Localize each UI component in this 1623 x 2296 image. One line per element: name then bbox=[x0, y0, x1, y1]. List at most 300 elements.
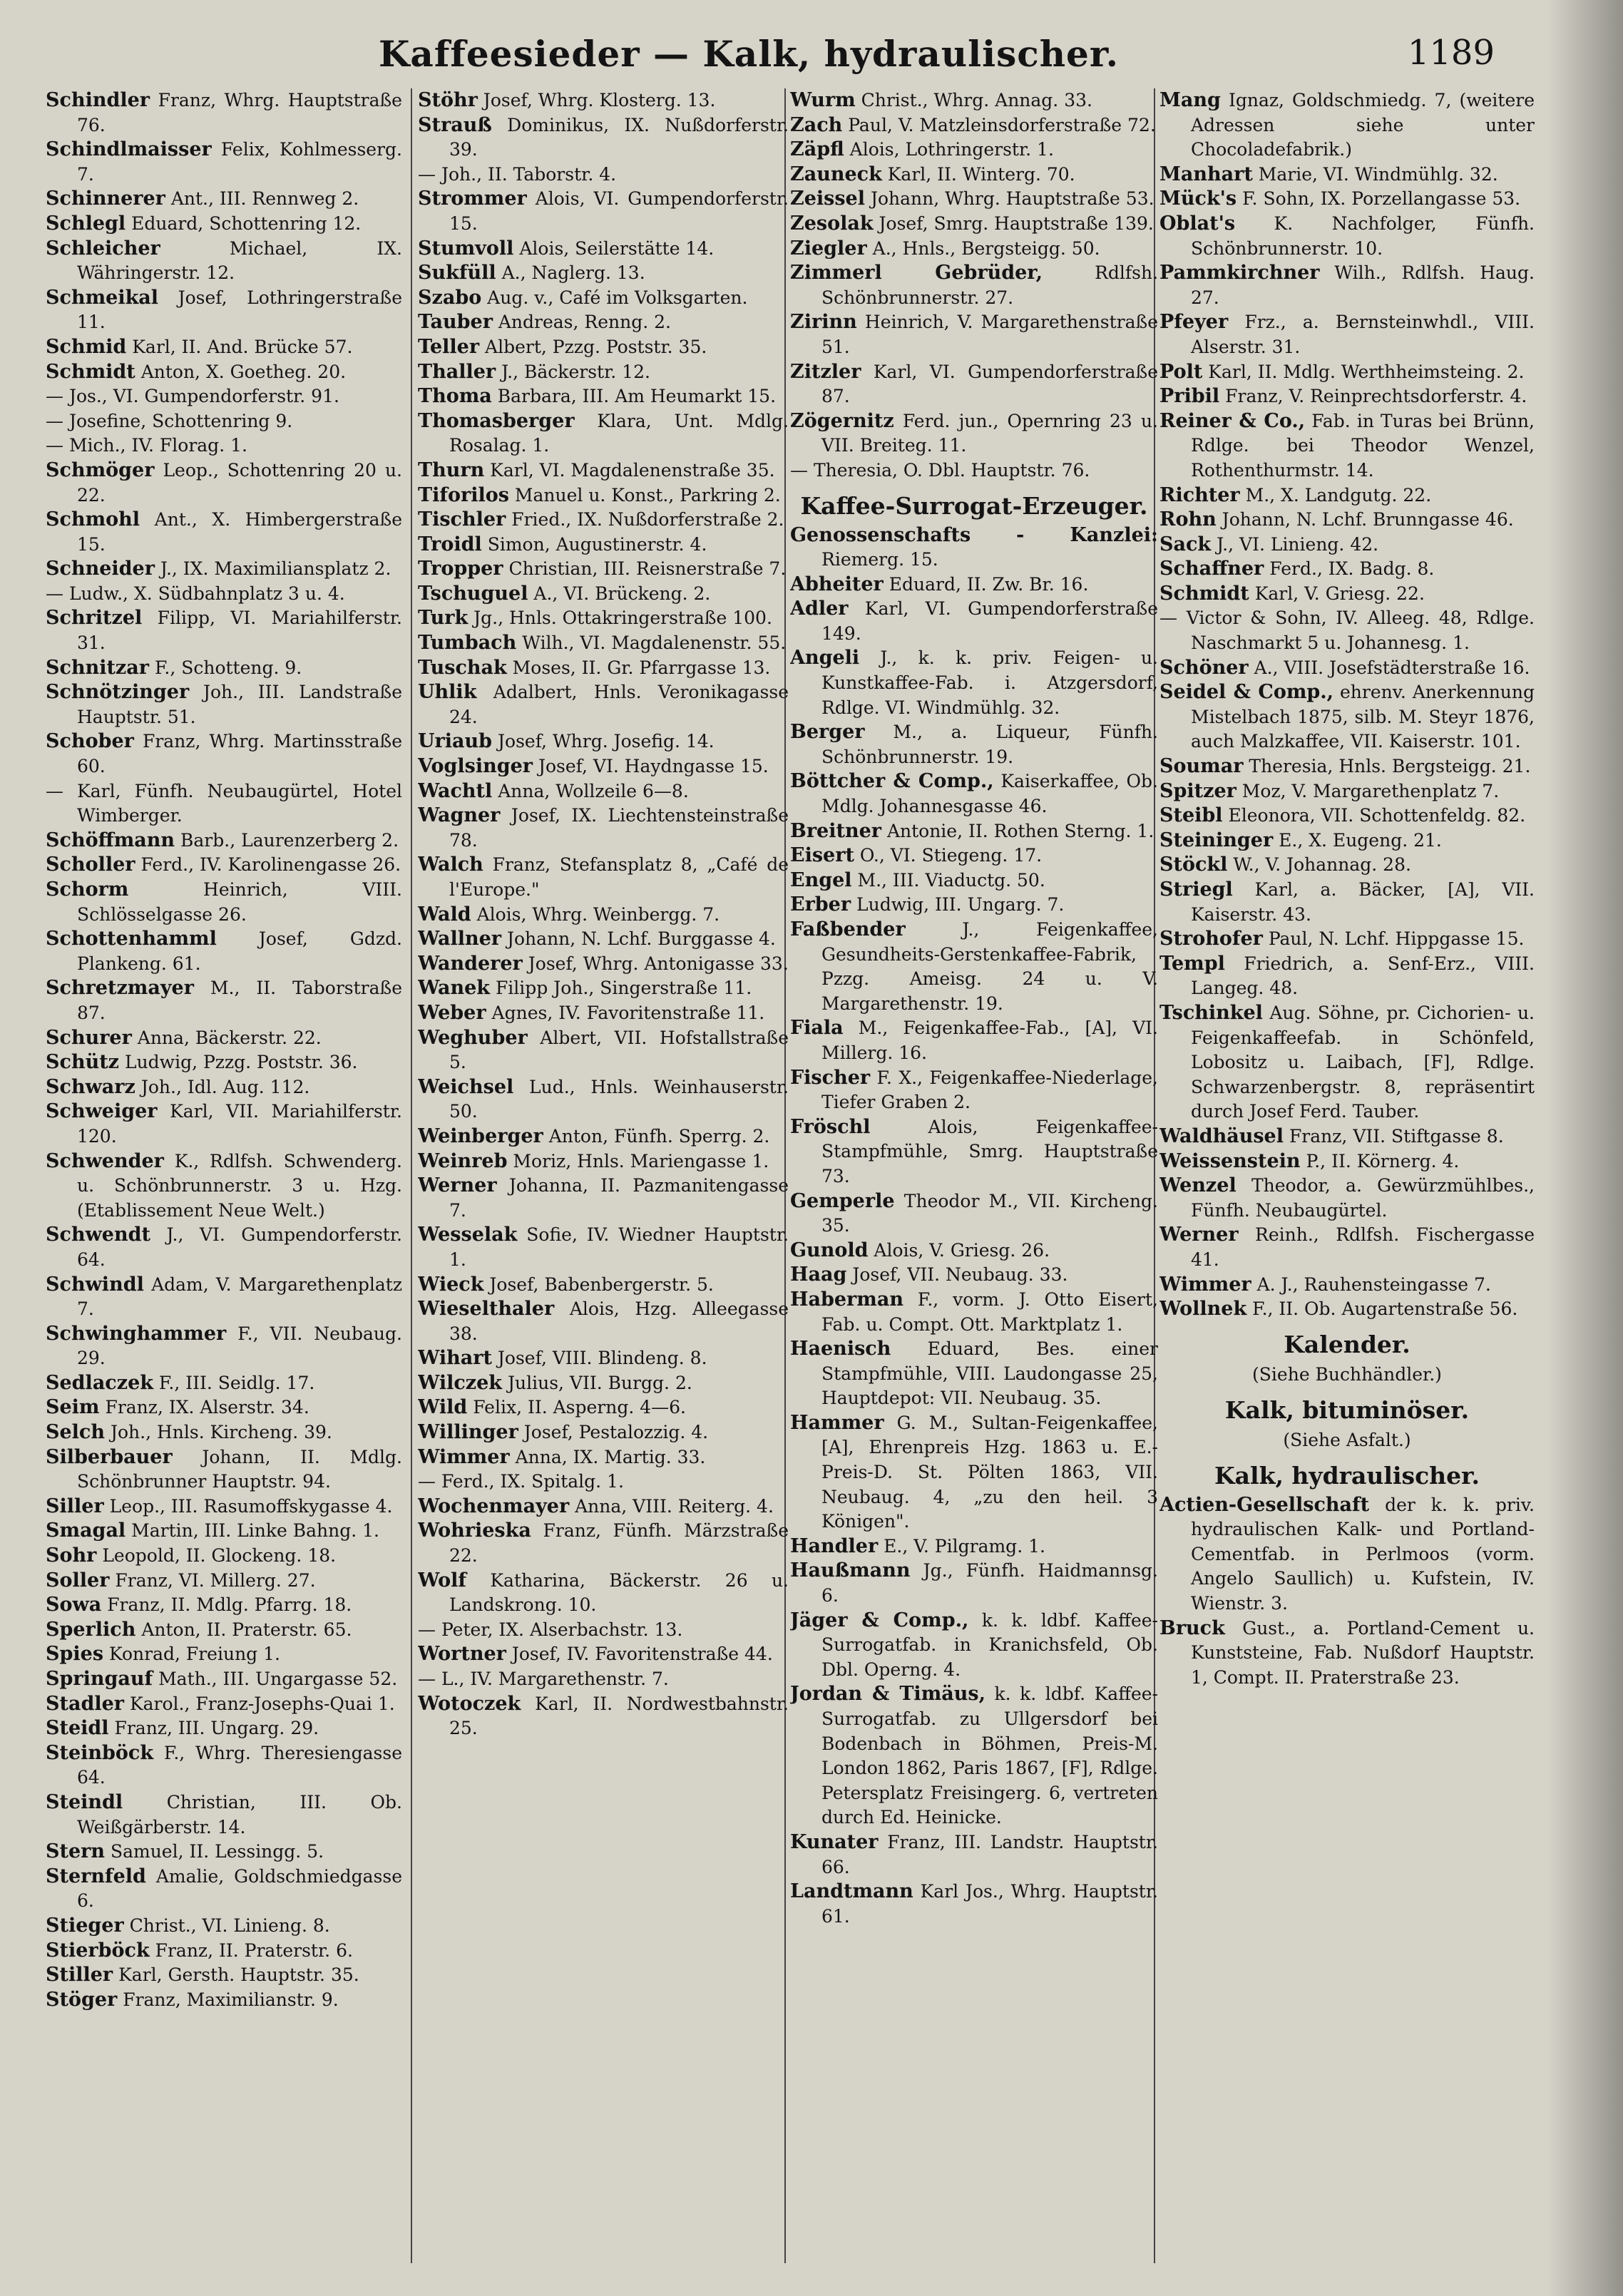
directory-entry bbox=[46, 360, 402, 385]
entry-name: Schmeikal bbox=[46, 286, 159, 309]
entry-details: Josef, Whrg. Antonigasse 33. bbox=[528, 953, 789, 974]
entry-name: Pammkirchner bbox=[1159, 262, 1320, 285]
entry-name: Schmid bbox=[46, 335, 127, 358]
directory-entry bbox=[1159, 1149, 1535, 1174]
entry-name: Stadler bbox=[46, 1692, 125, 1715]
entry-name: Tuschak bbox=[418, 656, 507, 679]
directory-entry bbox=[418, 88, 789, 113]
entry-name: Thomasberger bbox=[418, 409, 575, 432]
entry-details: Simon, Augustinerstr. 4. bbox=[487, 533, 707, 555]
directory-entry bbox=[46, 1741, 402, 1790]
entry-details: Franz, II. Mdlg. Pfarrg. 18. bbox=[107, 1594, 352, 1616]
directory-entry bbox=[46, 1544, 402, 1569]
directory-entry bbox=[790, 1411, 1158, 1534]
entry-details: Josef, Lothringerstraße 11. bbox=[77, 287, 402, 333]
directory-entry bbox=[790, 1830, 1158, 1880]
entry-details: Josef, Smrg. Hauptstraße 139. bbox=[879, 212, 1154, 234]
directory-entry bbox=[46, 1445, 402, 1495]
directory-entry bbox=[418, 1470, 789, 1495]
directory-entry bbox=[46, 335, 402, 360]
directory-entry bbox=[1159, 1493, 1535, 1616]
entry-name: Pfeyer bbox=[1159, 311, 1229, 334]
entry-name: Schmöger bbox=[46, 458, 155, 481]
directory-entry bbox=[46, 1593, 402, 1618]
entry-details: Karl, VI. Magdalenenstraße 35. bbox=[490, 459, 775, 481]
entry-details: Wilh., Rdlfsh. Haug. 27. bbox=[1191, 262, 1535, 308]
entry-details: F., II. Ob. Augartenstraße 56. bbox=[1252, 1298, 1518, 1320]
entry-name: Silberbauer bbox=[46, 1445, 173, 1468]
entry-details: Josef, Pestalozzig. 4. bbox=[523, 1422, 709, 1443]
directory-entry bbox=[418, 557, 789, 582]
entry-name: Tischler bbox=[418, 508, 506, 531]
entry-name: Stöckl bbox=[1159, 854, 1228, 876]
entry-name: Spitzer bbox=[1159, 779, 1237, 802]
directory-entry bbox=[790, 1239, 1158, 1264]
directory-entry bbox=[46, 1519, 402, 1544]
directory-entry bbox=[46, 88, 402, 138]
entry-details: Adam, V. Margarethenplatz 7. bbox=[77, 1273, 402, 1320]
entry-name: Landtmann bbox=[790, 1880, 913, 1903]
directory-entry bbox=[1159, 187, 1535, 212]
entry-name: Wilczek bbox=[418, 1371, 503, 1394]
directory-entry bbox=[46, 1273, 402, 1322]
entry-name: Schlegl bbox=[46, 212, 126, 235]
entry-name: Stöhr bbox=[418, 89, 478, 111]
entry-name: Gunold bbox=[790, 1239, 869, 1261]
directory-entry bbox=[46, 1100, 402, 1149]
directory-entry bbox=[1159, 1273, 1535, 1298]
entry-details: Sofie, IV. Wiedner Hauptstr. 1. bbox=[449, 1224, 789, 1270]
directory-entry bbox=[46, 1963, 402, 1988]
entry-name: Scholler bbox=[46, 854, 135, 876]
entry-name: Manhart bbox=[1159, 163, 1253, 185]
directory-entry bbox=[790, 573, 1158, 598]
directory-entry bbox=[790, 88, 1158, 113]
entry-details: Paul, N. Lchf. Hippgasse 15. bbox=[1268, 928, 1525, 950]
entry-name: Wachtl bbox=[418, 779, 493, 802]
entry-name: Wurm bbox=[790, 89, 856, 111]
directory-entry bbox=[1159, 508, 1535, 533]
entry-name: Stern bbox=[46, 1840, 106, 1863]
directory-entry bbox=[790, 819, 1158, 844]
entry-name: Wieselthaler bbox=[418, 1298, 555, 1321]
entry-name: Sohr bbox=[46, 1544, 97, 1567]
directory-entry bbox=[1159, 1223, 1535, 1272]
entry-name: Polt bbox=[1159, 360, 1203, 383]
directory-entry bbox=[418, 1273, 789, 1298]
directory-entry bbox=[418, 113, 789, 163]
entry-details: F. X., Feigenkaffee-Niederlage, Tiefer Graben 2. bbox=[821, 1067, 1158, 1113]
directory-entry bbox=[418, 335, 789, 360]
entry-details: F., VII. Neubaug. 29. bbox=[77, 1323, 402, 1369]
directory-entry bbox=[790, 138, 1158, 163]
entry-details: Anna, IX. Martig. 33. bbox=[515, 1446, 706, 1467]
directory-entry bbox=[418, 1692, 789, 1741]
directory-entry bbox=[418, 1667, 789, 1692]
directory-entry bbox=[790, 261, 1158, 310]
directory-entry bbox=[790, 187, 1158, 212]
directory-entry bbox=[1159, 853, 1535, 878]
entry-details: J., Bäckerstr. 12. bbox=[501, 361, 650, 382]
entry-details: — Joh., II. Taborstr. 4. bbox=[418, 163, 617, 185]
entry-name: Fiala bbox=[790, 1017, 844, 1040]
entry-details: Anton, Fünfh. Sperrg. 2. bbox=[548, 1125, 770, 1147]
directory-entry bbox=[46, 409, 402, 434]
entry-details: Marie, VI. Windmühlg. 32. bbox=[1258, 163, 1498, 185]
entry-name: Seim bbox=[46, 1396, 100, 1419]
entry-details: Martin, III. Linke Bahng. 1. bbox=[131, 1520, 379, 1542]
entry-details: Anna, Wollzeile 6—8. bbox=[498, 780, 689, 801]
entry-name: Zauneck bbox=[790, 163, 882, 185]
entry-details: Jg., Fünfh. Haidmannsg. 6. bbox=[821, 1560, 1158, 1606]
entry-details: Karl, II. Winterg. 70. bbox=[887, 163, 1075, 185]
entry-details: Franz, IX. Alserstr. 34. bbox=[105, 1397, 309, 1418]
entry-name: Wolf bbox=[418, 1569, 467, 1592]
entry-details: A., VIII. Josefstädterstraße 16. bbox=[1254, 657, 1530, 678]
entry-name: Troidl bbox=[418, 533, 482, 555]
entry-name: Haußmann bbox=[790, 1559, 911, 1582]
directory-entry bbox=[418, 458, 789, 483]
directory-entry bbox=[1159, 310, 1535, 359]
entry-details: Ferd., IX. Badg. 8. bbox=[1269, 558, 1435, 580]
entry-details: Karl, II. Nordwestbahnstr. 25. bbox=[449, 1693, 789, 1739]
entry-name: Schneider bbox=[46, 558, 155, 580]
directory-entry bbox=[46, 286, 402, 335]
entry-name: Haenisch bbox=[790, 1338, 891, 1360]
directory-entry bbox=[46, 557, 402, 582]
entry-name: Zach bbox=[790, 113, 843, 136]
entry-details: Karl, VI. Gumpendorferstraße 149. bbox=[821, 598, 1158, 644]
directory-entry bbox=[1159, 779, 1535, 804]
entry-name: Zögernitz bbox=[790, 409, 894, 432]
entry-details: k. k. ldbf. Kaffee-Surrogatfab. in Kranichsfeld, Ob. Dbl. Operng. 4. bbox=[821, 1609, 1158, 1680]
entry-details: Filipp, VI. Mariahilferstr. 31. bbox=[77, 608, 402, 654]
entry-details: Joh., Hnls. Kircheng. 39. bbox=[110, 1422, 332, 1443]
entry-name: Hammer bbox=[790, 1411, 884, 1434]
directory-entry bbox=[1159, 409, 1535, 483]
entry-name: Thoma bbox=[418, 385, 492, 408]
entry-name: Schwarz bbox=[46, 1075, 135, 1098]
entry-details: K., Rdlfsh. Schwenderg. u. Schönbrunnerstr. 3 u. Hzg. (Etablissement Neue Welt.) bbox=[77, 1150, 402, 1221]
entry-details: A., Naglerg. 13. bbox=[501, 262, 645, 284]
directory-entry bbox=[418, 606, 789, 631]
entry-name: Steibl bbox=[1159, 804, 1223, 827]
entry-name: Berger bbox=[790, 721, 865, 744]
entry-name: Schwinghammer bbox=[46, 1322, 227, 1345]
directory-entry bbox=[1159, 360, 1535, 385]
directory-entry bbox=[46, 606, 402, 655]
entry-name: Sperlich bbox=[46, 1618, 136, 1641]
entry-details: Christ., VI. Linieng. 8. bbox=[129, 1915, 330, 1936]
directory-entry bbox=[1159, 88, 1535, 163]
entry-details: Paul, V. Matzleinsdorferstraße 72. bbox=[848, 114, 1156, 135]
directory-entry bbox=[790, 1559, 1158, 1608]
entry-details: — Theresia, O. Dbl. Hauptstr. 76. bbox=[790, 459, 1090, 481]
directory-entry bbox=[46, 1692, 402, 1717]
directory-entry bbox=[46, 1618, 402, 1643]
directory-entry bbox=[418, 1420, 789, 1445]
entry-details: M., III. Viaductg. 50. bbox=[857, 869, 1045, 891]
directory-entry bbox=[790, 918, 1158, 1016]
entry-name: Schottenhamml bbox=[46, 928, 217, 950]
entry-details: Amalie, Goldschmiedgasse 6. bbox=[77, 1865, 402, 1912]
column-rule bbox=[411, 88, 412, 2263]
entry-name: Tropper bbox=[418, 558, 503, 580]
directory-entry bbox=[418, 729, 789, 754]
entry-name: Erber bbox=[790, 893, 851, 916]
entry-details: Dominikus, IX. Nußdorferstr. 39. bbox=[449, 114, 789, 160]
directory-entry bbox=[790, 212, 1158, 237]
directory-entry bbox=[790, 646, 1158, 720]
entry-details: Adalbert, Hnls. Veronikagasse 24. bbox=[449, 682, 789, 727]
entry-name: Wimmer bbox=[1159, 1273, 1251, 1296]
entry-details: Karl, VII. Mariahilferstr. 120. bbox=[77, 1101, 402, 1147]
entry-name: Böttcher & Comp., bbox=[790, 770, 994, 793]
directory-entry bbox=[46, 458, 402, 508]
directory-entry bbox=[418, 1346, 789, 1371]
directory-entry bbox=[46, 1075, 402, 1100]
entry-name: Kunater bbox=[790, 1830, 879, 1853]
directory-entry bbox=[418, 483, 789, 508]
entry-details: Wilh., VI. Magdalenenstr. 55. bbox=[522, 632, 787, 654]
entry-details: — Ludw., X. Südbahnplatz 3 u. 4. bbox=[46, 583, 345, 604]
directory-entry bbox=[418, 1445, 789, 1470]
entry-details: Johann, II. Mdlg. Schönbrunner Hauptstr. 94. bbox=[77, 1446, 402, 1492]
entry-name: Schnötzinger bbox=[46, 681, 190, 704]
directory-entry bbox=[418, 1149, 789, 1174]
entry-name: Wochenmayer bbox=[418, 1495, 570, 1517]
entry-name: Smagal bbox=[46, 1519, 126, 1542]
directory-entry bbox=[790, 1609, 1158, 1683]
directory-entry bbox=[1159, 1001, 1535, 1124]
section-heading: Kaffee-Surrogat-Erzeuger. bbox=[800, 491, 1148, 520]
entry-name: Faßbender bbox=[790, 918, 906, 941]
directory-entry bbox=[790, 523, 1158, 573]
directory-entry bbox=[790, 1288, 1158, 1337]
entry-details: Alois, Feigenkaffee-Stampfmühle, Smrg. Hauptstraße 73. bbox=[821, 1116, 1158, 1187]
directory-entry bbox=[46, 1223, 402, 1272]
directory-entry bbox=[46, 878, 402, 927]
entry-details: Karl Jos., Whrg. Hauptstr. 61. bbox=[821, 1881, 1158, 1927]
entry-name: Tumbach bbox=[418, 632, 517, 655]
entry-details: E., X. Eugeng. 21. bbox=[1279, 829, 1442, 851]
directory-entry bbox=[1159, 680, 1535, 754]
entry-name: Wimmer bbox=[418, 1445, 510, 1468]
directory-entry bbox=[418, 582, 789, 607]
entry-details: M., Feigenkaffee-Fab., [A], VI. Millerg. 16. bbox=[821, 1018, 1158, 1063]
entry-name: Zäpfl bbox=[790, 138, 844, 161]
entry-details: ehrenv. Anerkennung Mistelbach 1875, silb. M. Steyr 1876, auch Malzkaffee, VII. Kaiserstr. 101. bbox=[1191, 682, 1535, 752]
entry-details: Gust., a. Portland-Cement u. Kunststeine, Fab. Nußdorf Hauptstr. 1, Compt. II. Praterstraße 23. bbox=[1191, 1617, 1535, 1688]
directory-entry bbox=[1159, 1616, 1535, 1691]
directory-entry bbox=[790, 1066, 1158, 1115]
entry-name: Tauber bbox=[418, 311, 493, 334]
entry-details: Heinrich, V. Margarethenstraße 51. bbox=[821, 312, 1158, 357]
entry-details: — L., IV. Margarethenstr. 7. bbox=[418, 1669, 669, 1689]
header-title: Kaffeesieder — Kalk, hydraulischer. bbox=[378, 33, 1120, 75]
entry-name: Gemperle bbox=[790, 1189, 895, 1212]
entry-name: Rohn bbox=[1159, 508, 1217, 531]
entry-details: Josef, Gdzd. Plankeng. 61. bbox=[77, 928, 402, 974]
directory-column-2 bbox=[418, 88, 789, 2270]
entry-details: Agnes, IV. Favoritenstraße 11. bbox=[491, 1002, 765, 1023]
entry-details: W., V. Johannag. 28. bbox=[1233, 854, 1411, 876]
entry-details: Friedrich, a. Senf-Erz., VIII. Langeg. 48. bbox=[1191, 953, 1535, 999]
directory-entry bbox=[1159, 1174, 1535, 1223]
directory-entry bbox=[790, 163, 1158, 188]
entry-details: Josef, Whrg. Josefig. 14. bbox=[498, 731, 715, 752]
entry-details: — Peter, IX. Alserbachstr. 13. bbox=[418, 1619, 683, 1640]
directory-entry bbox=[790, 1263, 1158, 1288]
entry-name: Stieger bbox=[46, 1914, 124, 1937]
directory-entry bbox=[46, 1026, 402, 1051]
entry-details: Franz, III. Ungarg. 29. bbox=[114, 1718, 319, 1739]
entry-details: F., Whrg. Theresiengasse 64. bbox=[77, 1742, 402, 1788]
entry-details: Franz, Whrg. Martinsstraße 60. bbox=[77, 731, 402, 777]
entry-details: — Victor & Sohn, IV. Alleeg. 48, Rdlge. Naschmarkt 5 u. Johannesg. 1. bbox=[1159, 608, 1535, 654]
entry-name: Zirinn bbox=[790, 311, 857, 334]
directory-entry bbox=[790, 868, 1158, 893]
entry-name: Strommer bbox=[418, 188, 527, 210]
entry-name: Tschinkel bbox=[1159, 1001, 1263, 1024]
entry-name: Spies bbox=[46, 1643, 104, 1666]
directory-entry bbox=[418, 1124, 789, 1149]
entry-details: Johann, Whrg. Hauptstraße 53. bbox=[870, 188, 1154, 210]
entry-name: Schmohl bbox=[46, 508, 140, 531]
directory-entry bbox=[1159, 804, 1535, 829]
entry-name: Fischer bbox=[790, 1066, 871, 1089]
entry-name: Wollnek bbox=[1159, 1298, 1247, 1321]
directory-entry bbox=[46, 237, 402, 286]
entry-name: Schinnerer bbox=[46, 188, 165, 210]
entry-name: Teller bbox=[418, 335, 480, 358]
entry-name: Zimmerl Gebrüder, bbox=[790, 262, 1043, 285]
entry-name: Stumvoll bbox=[418, 237, 514, 260]
directory-entry bbox=[46, 187, 402, 212]
entry-name: Stierböck bbox=[46, 1939, 150, 1962]
entry-details: J., VI. Gumpendorferstr. 64. bbox=[77, 1224, 402, 1270]
entry-name: Weinberger bbox=[418, 1124, 543, 1147]
page-edge-shadow bbox=[1547, 0, 1623, 2296]
entry-name: Weber bbox=[418, 1001, 486, 1024]
entry-details: Karl, a. Bäcker, [A], VII. Kaiserstr. 43. bbox=[1191, 879, 1535, 925]
directory-entry bbox=[46, 853, 402, 878]
entry-details: Anton, II. Praterstr. 65. bbox=[141, 1619, 352, 1640]
entry-name: Mang bbox=[1159, 89, 1221, 111]
entry-details: Anna, VIII. Reiterg. 4. bbox=[575, 1495, 774, 1517]
entry-name: Schleicher bbox=[46, 237, 160, 260]
entry-name: Abheiter bbox=[790, 573, 884, 595]
entry-details: Josef, VI. Haydngasse 15. bbox=[538, 756, 769, 777]
directory-entry bbox=[46, 656, 402, 681]
entry-details: Ludwig, III. Ungarg. 7. bbox=[856, 894, 1065, 916]
entry-name: Haberman bbox=[790, 1288, 903, 1311]
directory-entry bbox=[418, 631, 789, 656]
entry-details: Franz, V. Reinprechtsdorferstr. 4. bbox=[1225, 386, 1527, 407]
entry-details: Ferd. jun., Opernring 23 u. VII. Breiteg. 11. bbox=[821, 410, 1158, 456]
entry-name: Steininger bbox=[1159, 829, 1274, 851]
entry-details: Moses, II. Gr. Pfarrgasse 13. bbox=[512, 657, 771, 678]
directory-entry bbox=[418, 360, 789, 385]
directory-entry bbox=[46, 680, 402, 729]
directory-entry bbox=[418, 1026, 789, 1075]
directory-entry bbox=[790, 458, 1158, 483]
entry-details: Johann, N. Lchf. Burggasse 4. bbox=[506, 928, 776, 950]
entry-details: Riemerg. 15. bbox=[821, 549, 938, 570]
entry-details: Franz, III. Landstr. Hauptstr. 66. bbox=[821, 1831, 1158, 1877]
entry-details: Andreas, Renng. 2. bbox=[498, 312, 671, 333]
directory-entry bbox=[1159, 163, 1535, 188]
directory-entry bbox=[790, 597, 1158, 646]
directory-entry bbox=[46, 1840, 402, 1865]
directory-entry bbox=[46, 1914, 402, 1939]
directory-entry bbox=[790, 1016, 1158, 1065]
entry-name: Seidel & Comp., bbox=[1159, 681, 1334, 704]
entry-details: Klara, Unt. Mdlg. Rosalag. 1. bbox=[449, 410, 789, 456]
entry-details: Fried., IX. Nußdorferstraße 2. bbox=[511, 509, 784, 531]
entry-details: Manuel u. Konst., Parkring 2. bbox=[514, 484, 781, 506]
entry-details: F., Schotteng. 9. bbox=[154, 657, 302, 678]
directory-entry bbox=[46, 1371, 402, 1396]
entry-details: Math., III. Ungargasse 52. bbox=[158, 1669, 398, 1689]
directory-entry bbox=[418, 1371, 789, 1396]
entry-name: Wohrieska bbox=[418, 1519, 531, 1542]
entry-details: A., Hnls., Bergsteigg. 50. bbox=[872, 237, 1100, 259]
directory-entry bbox=[46, 1790, 402, 1840]
entry-details: Frz., a. Bernsteinwhdl., VIII. Alserstr. 31. bbox=[1191, 312, 1535, 357]
entry-name: Wieck bbox=[418, 1273, 484, 1296]
entry-name: Schwindl bbox=[46, 1273, 144, 1296]
entry-name: Schwendt bbox=[46, 1224, 150, 1246]
directory-entry bbox=[790, 1682, 1158, 1830]
directory-entry bbox=[790, 237, 1158, 262]
entry-details: Ant., X. Himbergerstraße 15. bbox=[77, 509, 402, 555]
entry-details: M., a. Liqueur, Fünfh. Schönbrunnerstr. 19. bbox=[821, 722, 1158, 767]
entry-name: Genossenschafts - Kanzlei: bbox=[790, 523, 1158, 546]
directory-entry bbox=[790, 1880, 1158, 1929]
entry-name: Jäger & Comp., bbox=[790, 1609, 969, 1631]
directory-entry bbox=[46, 976, 402, 1025]
entry-details: Franz, Stefansplatz 8, „Café de l'Europe." bbox=[449, 854, 789, 900]
entry-name: Uhlik bbox=[418, 681, 477, 704]
directory-entry bbox=[46, 582, 402, 607]
directory-entry bbox=[46, 1050, 402, 1075]
directory-entry bbox=[1159, 557, 1535, 582]
entry-details: Julius, VII. Burgg. 2. bbox=[507, 1372, 692, 1393]
entry-name: Wanek bbox=[418, 977, 490, 1000]
entry-details: Theresia, Hnls. Bergsteigg. 21. bbox=[1249, 756, 1531, 777]
directory-entry bbox=[46, 1865, 402, 1914]
directory-entry bbox=[418, 1174, 789, 1223]
directory-entry bbox=[418, 903, 789, 928]
entry-details: Karl, II. Mdlg. Werthheimsteing. 2. bbox=[1208, 361, 1525, 382]
entry-name: Thurn bbox=[418, 458, 485, 481]
directory-entry bbox=[1159, 533, 1535, 558]
directory-entry bbox=[418, 187, 789, 236]
entry-details: A. J., Rauhensteingasse 7. bbox=[1256, 1273, 1491, 1295]
entry-name: Werner bbox=[1159, 1224, 1239, 1246]
entry-details: J., VI. Linieng. 42. bbox=[1217, 533, 1379, 555]
entry-details: Felix, Kohlmesserg. 7. bbox=[77, 139, 402, 185]
entry-name: Selch bbox=[46, 1421, 106, 1444]
directory-entry bbox=[1159, 656, 1535, 681]
entry-name: Breitner bbox=[790, 819, 881, 842]
entry-name: Schütz bbox=[46, 1051, 120, 1074]
entry-details: Alois, Lothringerstr. 1. bbox=[849, 139, 1054, 160]
entry-details: — Josefine, Schottenring 9. bbox=[46, 410, 293, 431]
directory-entry bbox=[418, 680, 789, 729]
entry-details: Eduard, II. Zw. Br. 16. bbox=[889, 573, 1089, 595]
